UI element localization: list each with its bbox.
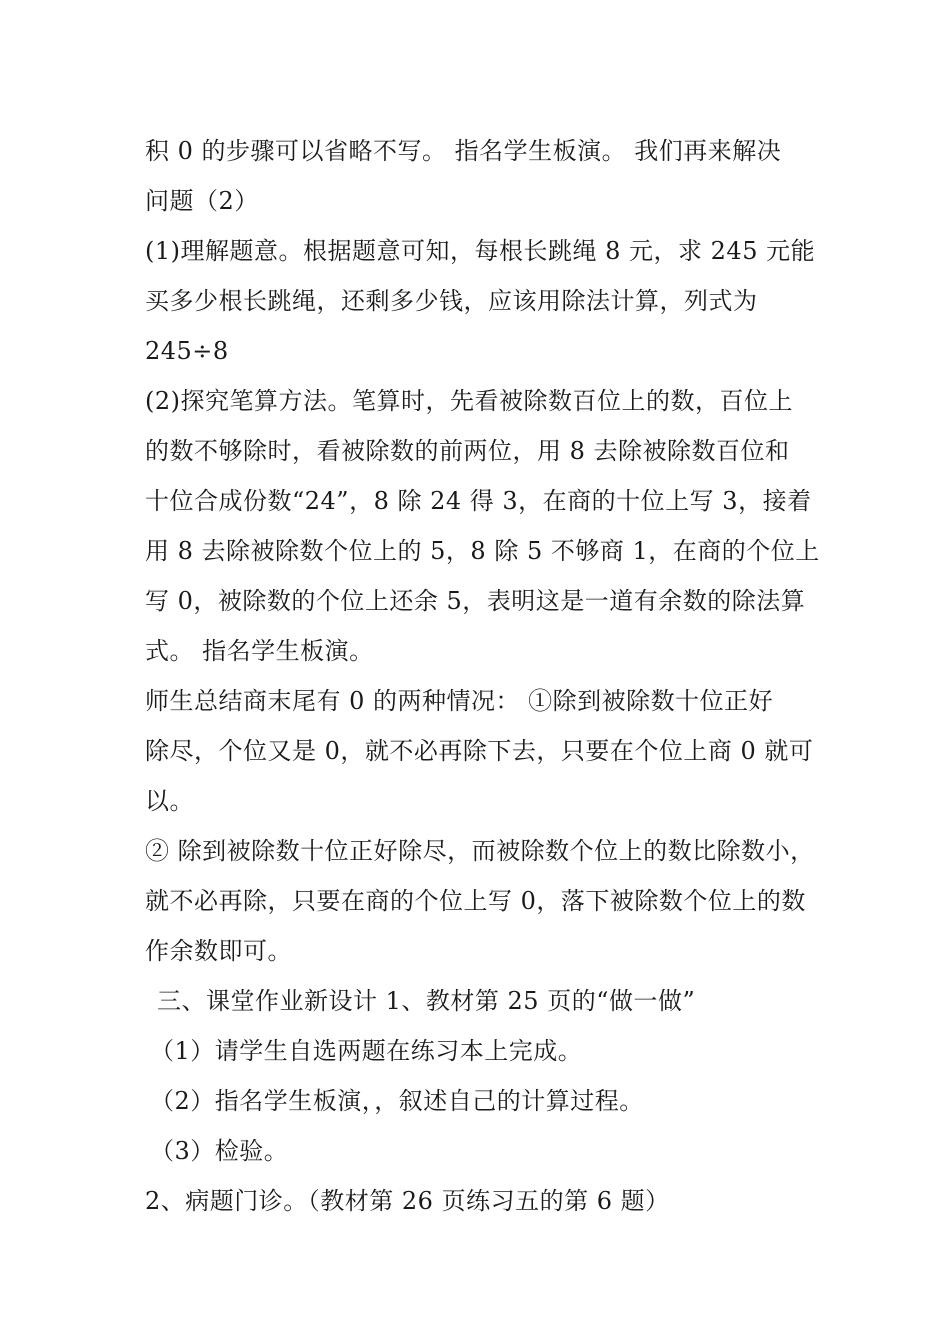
text-line: 问题（2） — [145, 187, 259, 215]
list-item: （2）指名学生板演，，叙述自己的计算过程。 — [150, 1087, 644, 1115]
text-line: 买多少根长跳绳，还剩多少钱，应该用除法计算，列式为 — [145, 287, 758, 315]
list-item: （1）请学生自选两题在练习本上完成。 — [150, 1037, 583, 1065]
text-line: 式。 指名学生板演。 — [145, 637, 374, 665]
text-line: 以。 — [145, 787, 194, 815]
text-line: 的数不够除时，看被除数的前两位，用 8 去除被除数百位和 — [145, 437, 790, 465]
section-heading: 三、课堂作业新设计 1、教材第 25 页的“做一做” — [157, 987, 696, 1015]
text-line: 245÷8 — [145, 337, 229, 365]
text-line: 2、病题门诊。（教材第 26 页练习五的第 6 题） — [145, 1187, 670, 1215]
list-item: （3）检验。 — [150, 1137, 289, 1165]
text-line: 用 8 去除被除数个位上的 5，8 除 5 不够商 1，在商的个位上 — [145, 537, 820, 565]
text-line: 积 0 的步骤可以省略不写。 指名学生板演。 我们再来解决 — [145, 137, 782, 165]
text-line: ② 除到被除数十位正好除尽，而被除数个位上的数比除数小， — [145, 837, 815, 865]
text-line: 作余数即可。 — [145, 937, 292, 965]
text-line: 写 0，被除数的个位上还余 5，表明这是一道有余数的除法算 — [145, 587, 806, 615]
text-line: 师生总结商末尾有 0 的两种情况： ①除到被除数十位正好 — [145, 687, 774, 715]
text-line: 就不必再除，只要在商的个位上写 0，落下被除数个位上的数 — [145, 887, 806, 915]
text-line: (2)探究笔算方法。笔算时，先看被除数百位上的数，百位上 — [145, 387, 793, 415]
text-line: (1)理解题意。根据题意可知，每根长跳绳 8 元，求 245 元能 — [145, 237, 816, 265]
text-line: 除尽，个位又是 0，就不必再除下去，只要在个位上商 0 就可 — [145, 737, 814, 765]
text-line: 十位合成份数“24”，8 除 24 得 3，在商的十位上写 3，接着 — [145, 487, 812, 515]
